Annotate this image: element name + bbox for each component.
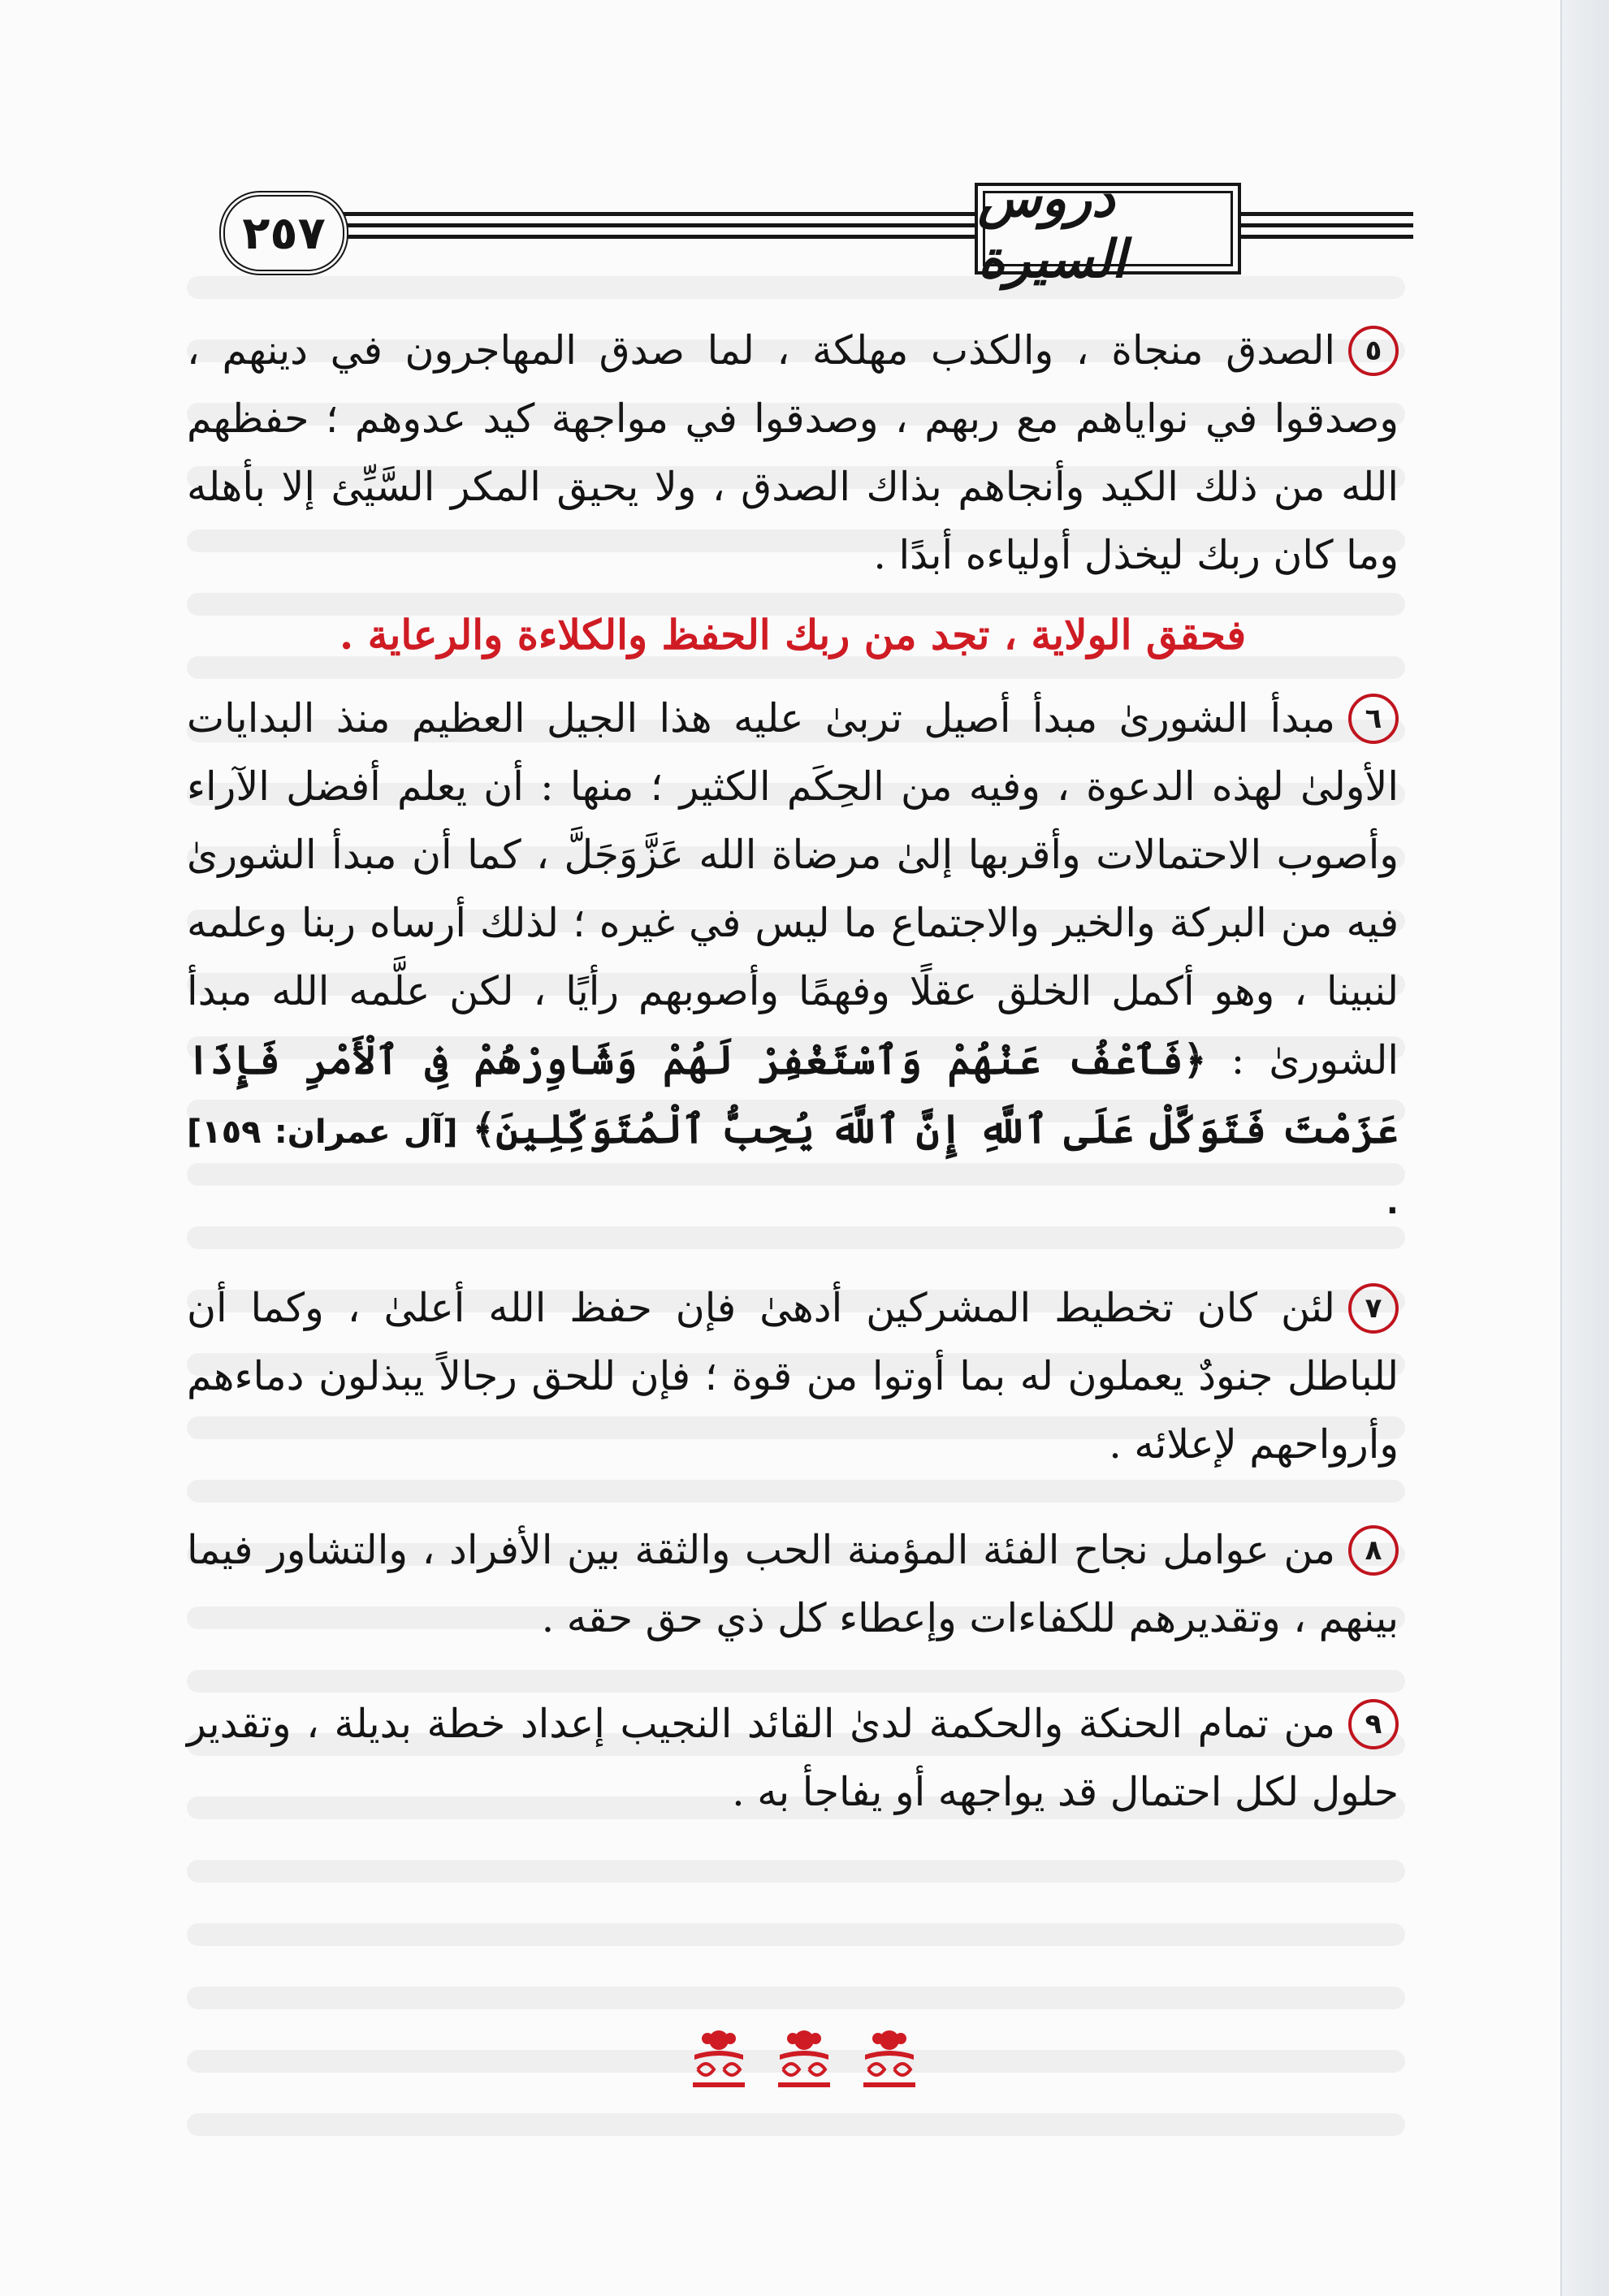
paragraph-number: ٩: [1348, 1699, 1399, 1749]
running-header: [179, 167, 1413, 290]
paragraph-number: ٧: [1348, 1283, 1399, 1334]
paragraph-text: من عوامل نجاح الفئة المؤمنة الحب والثقة بين الأفراد ، والتشاور فيما بينهم ، وتقديرهم للكفاءات وإعطاء كل ذي حق حقه .: [187, 1527, 1399, 1641]
page-number: ٢٥٧: [219, 191, 348, 275]
floral-ornament-icon: [772, 2022, 837, 2092]
highlight-sentence: فحقق الولاية ، تجد من ربك الحفظ والكلاءة والرعاية .: [339, 611, 1247, 659]
header-rule: [337, 223, 1068, 227]
page-edge: [1560, 0, 1609, 2296]
paragraph-text: مبدأ الشورىٰ مبدأ أصيل تربىٰ عليه هذا الجيل العظيم منذ البدايات الأولىٰ لهذه الدعوة ، وفيه من الحِكَم الكثير ؛ منها : أن يعلم أفضل الآراء وأصوب الاحتمالات وأقربها إلىٰ مرضاة الله عَزَّوَجَلَّ ، كما أن مبدأ الشورىٰ فيه من البركة والخير والاجتماع ما ليس في غيره ؛ لذلك أرساه ربنا وعلمه لنبينا ، وهو أكمل الخلق عقلًا وفهمًا وأصوبهم رأيًا ، لكن علَّمه الله مبدأ الشورىٰ :: [187, 695, 1399, 1083]
paragraph-7: [187, 1274, 1399, 1479]
floral-ornament-icon: [857, 2022, 922, 2092]
paragraph-number: ٨: [1348, 1525, 1399, 1576]
verse-reference: [آل عمران: ١٥٩] .: [187, 1113, 1399, 1222]
header-rule: [1231, 212, 1413, 216]
header-rule: [337, 212, 1068, 216]
floral-ornament-icon: [686, 2022, 751, 2092]
section-end-ornaments: [686, 2022, 922, 2095]
page-content: [187, 317, 1399, 1827]
paragraph-9: [187, 1690, 1399, 1827]
book-title: دروس السيرة: [978, 167, 1127, 290]
paragraph-6: [187, 685, 1399, 1237]
header-rule: [1231, 223, 1413, 227]
paragraph-number: ٥: [1348, 326, 1399, 376]
paragraph-number: ٦: [1348, 694, 1399, 744]
paragraph-8: [187, 1516, 1399, 1653]
paragraph-text: الصدق منجاة ، والكذب مهلكة ، لما صدق المهاجرون في دينهم ، وصدقوا في نواياهم مع ربهم ، وصدقوا في مواجهة كيد عدوهم ؛ حفظهم الله من ذلك الكيد وأنجاهم بذاك الصدق ، ولا يحيق المكر السَّيِّئ إلا بأهله وما كان ربك ليخذل أولياءه أبدًا .: [187, 327, 1399, 578]
book-title-cartouche: [975, 167, 1241, 290]
paragraph-text: لئن كان تخطيط المشركين أدهىٰ فإن حفظ الله أعلىٰ ، وكما أن للباطل جنودٌ يعملون له بما أوتوا من قوة ؛ فإن للحق رجالاً يبذلون دماءهم وأرواحهم لإعلائه .: [187, 1285, 1399, 1468]
paragraph-text: من تمام الحنكة والحكمة لدىٰ القائد النجيب إعداد خطة بديلة ، وتقدير حلول لكل احتمال قد يواجهه أو يفاجأ به .: [187, 1701, 1399, 1815]
header-rule: [1231, 235, 1413, 239]
header-rule: [337, 235, 1068, 239]
paragraph-5: [187, 317, 1399, 590]
quran-verse: ﴿فَٱعْفُ عَنْهُمْ وَٱسْتَغْفِرْ لَهُمْ وَشَاوِرْهُمْ فِى ٱلْأَمْرِ فَإِذَا عَزَمْتَ فَتَوَكَّلْ عَلَى ٱللَّهِ إِنَّ ٱللَّهَ يُحِبُّ ٱلْمُتَوَكِّلِينَ﴾: [187, 1036, 1399, 1152]
